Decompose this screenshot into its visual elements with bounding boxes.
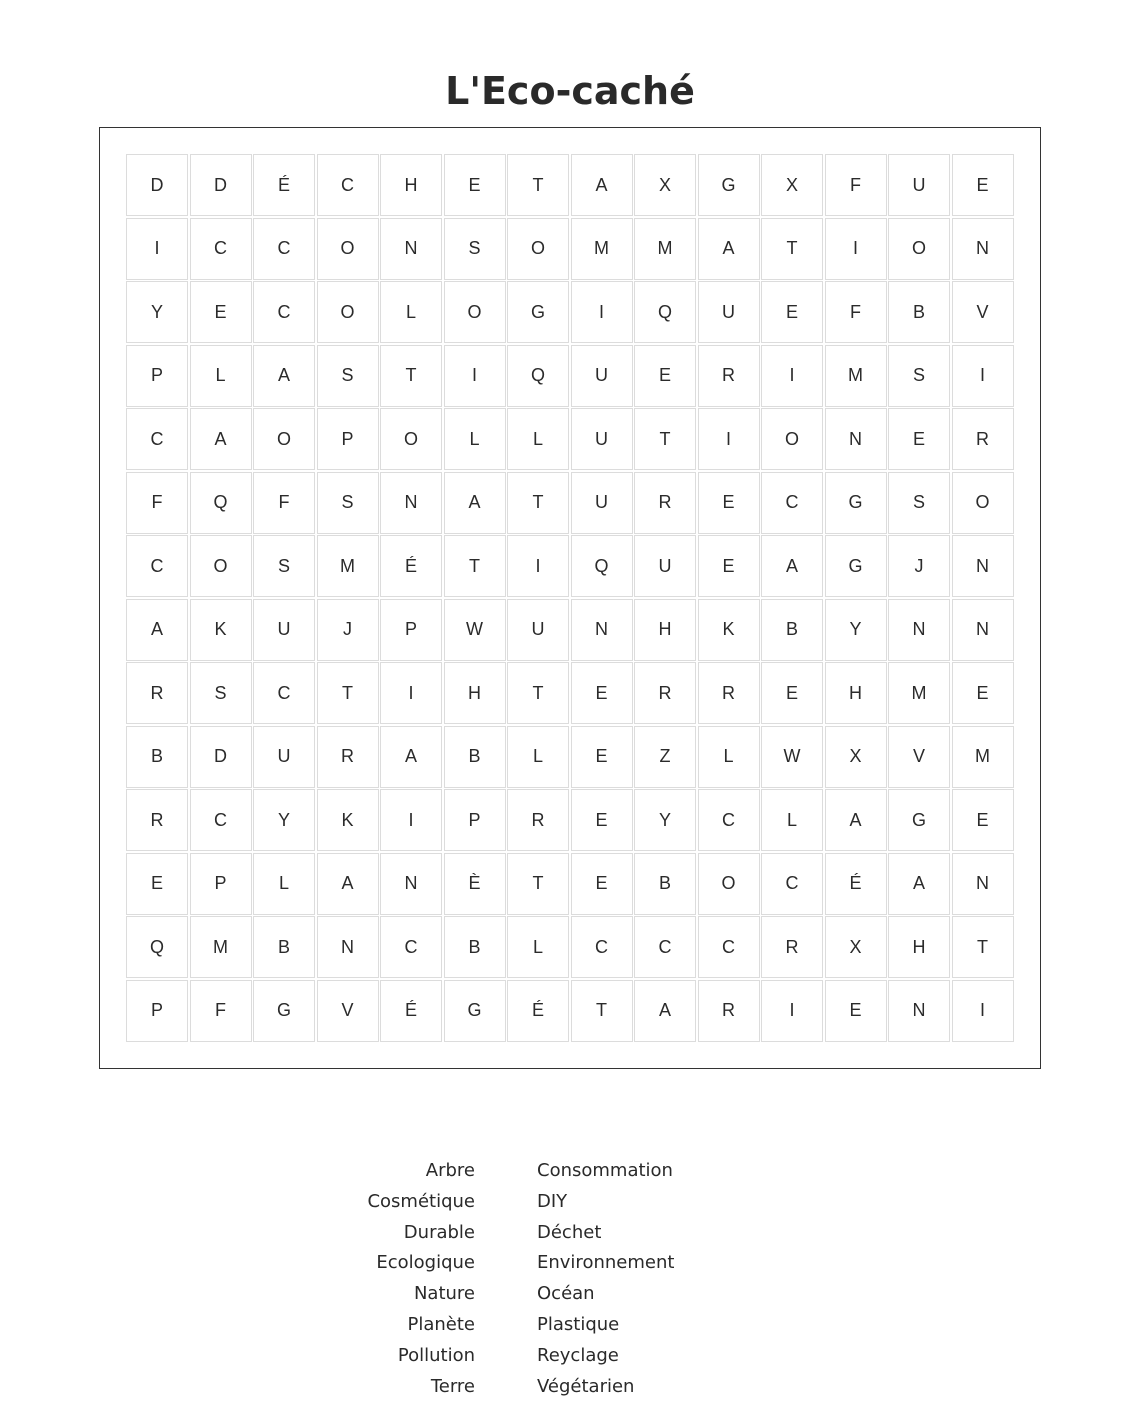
grid-cell[interactable]: E bbox=[952, 789, 1014, 851]
grid-cell[interactable]: X bbox=[825, 916, 887, 978]
grid-cell[interactable]: Q bbox=[190, 472, 252, 534]
word-list-item: Reyclage bbox=[537, 1344, 619, 1366]
grid-cell[interactable]: D bbox=[190, 726, 252, 788]
grid-cell[interactable]: É bbox=[253, 154, 315, 216]
grid-cell[interactable]: A bbox=[444, 472, 506, 534]
grid-cell[interactable]: N bbox=[380, 218, 442, 280]
grid-cell[interactable]: Y bbox=[253, 789, 315, 851]
grid-cell[interactable]: G bbox=[888, 789, 950, 851]
grid-cell[interactable]: I bbox=[126, 218, 188, 280]
grid-cell[interactable]: C bbox=[253, 281, 315, 343]
grid-cell[interactable]: N bbox=[888, 599, 950, 661]
grid-cell[interactable]: E bbox=[634, 345, 696, 407]
grid-cell[interactable]: T bbox=[507, 662, 569, 724]
grid-cell[interactable]: G bbox=[825, 472, 887, 534]
grid-cell[interactable]: A bbox=[253, 345, 315, 407]
grid-cell[interactable]: P bbox=[317, 408, 379, 470]
grid-cell[interactable]: R bbox=[126, 662, 188, 724]
word-list-item: Consommation bbox=[537, 1160, 673, 1181]
grid-cell[interactable]: A bbox=[126, 599, 188, 661]
grid-cell[interactable]: N bbox=[571, 599, 633, 661]
grid-cell[interactable]: N bbox=[317, 916, 379, 978]
grid-cell[interactable]: I bbox=[761, 345, 823, 407]
grid-cell[interactable]: N bbox=[380, 472, 442, 534]
grid-cell[interactable]: C bbox=[634, 916, 696, 978]
grid-cell[interactable]: N bbox=[952, 853, 1014, 915]
word-list-item: Océan bbox=[537, 1283, 595, 1305]
grid-cell[interactable]: V bbox=[952, 281, 1014, 343]
grid-cell[interactable]: A bbox=[571, 154, 633, 216]
grid-cell[interactable]: N bbox=[952, 599, 1014, 661]
grid-cell[interactable]: E bbox=[571, 726, 633, 788]
grid-cell[interactable]: C bbox=[253, 662, 315, 724]
grid-cell[interactable]: E bbox=[571, 662, 633, 724]
grid-cell[interactable]: A bbox=[634, 980, 696, 1042]
grid-cell[interactable]: I bbox=[698, 408, 760, 470]
grid-cell[interactable]: F bbox=[825, 281, 887, 343]
grid-cell[interactable]: M bbox=[634, 218, 696, 280]
grid-cell[interactable]: S bbox=[888, 472, 950, 534]
grid-cell[interactable]: A bbox=[190, 408, 252, 470]
grid-cell[interactable]: P bbox=[190, 853, 252, 915]
word-list-item: Plastique bbox=[537, 1313, 620, 1335]
grid-cell[interactable]: O bbox=[317, 218, 379, 280]
grid-cell[interactable]: L bbox=[698, 726, 760, 788]
grid-cell[interactable]: M bbox=[317, 535, 379, 597]
grid-cell[interactable]: L bbox=[761, 789, 823, 851]
grid-cell[interactable]: U bbox=[253, 726, 315, 788]
grid-cell[interactable]: P bbox=[126, 345, 188, 407]
grid-cell[interactable]: R bbox=[952, 408, 1014, 470]
grid-cell[interactable]: É bbox=[825, 853, 887, 915]
grid-cell[interactable]: É bbox=[380, 980, 442, 1042]
grid-cell[interactable]: K bbox=[698, 599, 760, 661]
grid-cell[interactable]: U bbox=[634, 535, 696, 597]
grid-cell[interactable]: É bbox=[380, 535, 442, 597]
word-list-item: Pollution bbox=[397, 1344, 475, 1366]
grid-cell[interactable]: Q bbox=[571, 535, 633, 597]
grid-cell[interactable]: G bbox=[253, 980, 315, 1042]
grid-cell[interactable]: I bbox=[571, 281, 633, 343]
grid-cell[interactable]: T bbox=[507, 853, 569, 915]
word-list-item: Cosmétique bbox=[367, 1190, 475, 1212]
grid-cell[interactable]: F bbox=[825, 154, 887, 216]
grid-cell[interactable]: I bbox=[507, 535, 569, 597]
grid-cell[interactable]: E bbox=[761, 281, 823, 343]
grid-cell[interactable]: N bbox=[825, 408, 887, 470]
grid-cell[interactable]: T bbox=[634, 408, 696, 470]
grid-cell[interactable]: E bbox=[571, 789, 633, 851]
grid-cell[interactable]: R bbox=[698, 662, 760, 724]
grid-cell[interactable]: M bbox=[888, 662, 950, 724]
grid-cell[interactable]: Y bbox=[825, 599, 887, 661]
grid-cell[interactable]: R bbox=[317, 726, 379, 788]
grid-cell[interactable]: J bbox=[888, 535, 950, 597]
grid-cell[interactable]: C bbox=[761, 472, 823, 534]
grid-cell[interactable]: I bbox=[444, 345, 506, 407]
grid-cell[interactable]: W bbox=[444, 599, 506, 661]
grid-cell[interactable]: R bbox=[698, 980, 760, 1042]
grid-cell[interactable]: G bbox=[698, 154, 760, 216]
grid-cell[interactable]: O bbox=[380, 408, 442, 470]
grid-cell[interactable]: U bbox=[571, 472, 633, 534]
word-list-item: Ecologique bbox=[376, 1252, 475, 1274]
grid-cell[interactable]: E bbox=[761, 662, 823, 724]
grid-cell[interactable]: O bbox=[761, 408, 823, 470]
grid-cell[interactable]: L bbox=[507, 726, 569, 788]
letter-grid bbox=[126, 154, 1015, 1043]
grid-cell[interactable]: U bbox=[507, 599, 569, 661]
grid-cell[interactable]: M bbox=[571, 218, 633, 280]
grid-cell[interactable]: O bbox=[507, 218, 569, 280]
grid-cell[interactable]: R bbox=[507, 789, 569, 851]
grid-cell[interactable]: È bbox=[444, 853, 506, 915]
grid-cell[interactable]: T bbox=[952, 916, 1014, 978]
grid-cell[interactable]: O bbox=[190, 535, 252, 597]
grid-cell[interactable]: B bbox=[888, 281, 950, 343]
grid-cell[interactable]: H bbox=[888, 916, 950, 978]
grid-cell[interactable]: I bbox=[761, 980, 823, 1042]
grid-cell[interactable]: C bbox=[698, 916, 760, 978]
grid-cell[interactable]: O bbox=[888, 218, 950, 280]
grid-cell[interactable]: B bbox=[126, 726, 188, 788]
grid-cell[interactable]: H bbox=[444, 662, 506, 724]
page-title: L'Eco-caché bbox=[445, 69, 695, 113]
grid-cell[interactable]: L bbox=[444, 408, 506, 470]
grid-cell[interactable]: L bbox=[253, 853, 315, 915]
grid-cell[interactable]: Q bbox=[634, 281, 696, 343]
grid-cell[interactable]: O bbox=[444, 281, 506, 343]
grid-cell[interactable]: F bbox=[126, 472, 188, 534]
grid-cell[interactable]: O bbox=[698, 853, 760, 915]
word-list-item: Durable bbox=[403, 1221, 475, 1243]
grid-cell[interactable]: E bbox=[190, 281, 252, 343]
grid-cell[interactable]: L bbox=[507, 916, 569, 978]
grid-cell[interactable]: P bbox=[444, 789, 506, 851]
grid-cell[interactable]: A bbox=[761, 535, 823, 597]
grid-cell[interactable]: S bbox=[317, 472, 379, 534]
grid-cell[interactable]: B bbox=[761, 599, 823, 661]
grid-cell[interactable]: E bbox=[888, 408, 950, 470]
grid-cell[interactable]: B bbox=[444, 916, 506, 978]
grid-cell[interactable]: E bbox=[571, 853, 633, 915]
grid-cell[interactable]: Z bbox=[634, 726, 696, 788]
grid-cell[interactable]: D bbox=[126, 154, 188, 216]
grid-cell[interactable]: G bbox=[825, 535, 887, 597]
grid-cell[interactable]: R bbox=[698, 345, 760, 407]
word-list-item: Arbre bbox=[425, 1160, 475, 1181]
grid-cell[interactable]: B bbox=[253, 916, 315, 978]
grid-cell[interactable]: R bbox=[761, 916, 823, 978]
grid-cell[interactable]: X bbox=[825, 726, 887, 788]
grid-cell[interactable]: C bbox=[571, 916, 633, 978]
grid-cell[interactable]: B bbox=[634, 853, 696, 915]
word-list-item: Terre bbox=[430, 1375, 475, 1397]
grid-cell[interactable]: G bbox=[507, 281, 569, 343]
grid-cell[interactable]: K bbox=[317, 789, 379, 851]
grid-cell[interactable]: A bbox=[825, 789, 887, 851]
grid-cell[interactable]: C bbox=[317, 154, 379, 216]
grid-cell[interactable]: S bbox=[888, 345, 950, 407]
puzzle-board bbox=[99, 127, 1041, 1069]
grid-cell[interactable]: N bbox=[952, 535, 1014, 597]
grid-cell[interactable]: A bbox=[888, 853, 950, 915]
word-list-item: Planète bbox=[407, 1313, 475, 1335]
word-list-right-column bbox=[537, 1156, 674, 1402]
grid-cell[interactable]: T bbox=[317, 662, 379, 724]
word-list-item: Nature bbox=[413, 1283, 475, 1305]
word-list-item: DIY bbox=[537, 1190, 568, 1212]
grid-cell[interactable]: I bbox=[380, 789, 442, 851]
grid-cell[interactable]: H bbox=[380, 154, 442, 216]
grid-cell[interactable]: I bbox=[825, 218, 887, 280]
grid-cell[interactable]: L bbox=[190, 345, 252, 407]
grid-cell[interactable]: P bbox=[380, 599, 442, 661]
grid-cell[interactable]: T bbox=[761, 218, 823, 280]
word-list-left-column bbox=[367, 1156, 475, 1402]
grid-cell[interactable]: N bbox=[952, 218, 1014, 280]
grid-cell[interactable]: V bbox=[317, 980, 379, 1042]
grid-cell[interactable]: C bbox=[190, 789, 252, 851]
grid-cell[interactable]: N bbox=[888, 980, 950, 1042]
grid-cell[interactable]: L bbox=[380, 281, 442, 343]
grid-cell[interactable]: E bbox=[825, 980, 887, 1042]
grid-cell[interactable]: É bbox=[507, 980, 569, 1042]
grid-cell[interactable]: K bbox=[190, 599, 252, 661]
grid-cell[interactable]: E bbox=[952, 154, 1014, 216]
grid-cell[interactable]: I bbox=[952, 345, 1014, 407]
grid-cell[interactable]: L bbox=[507, 408, 569, 470]
grid-cell[interactable]: S bbox=[317, 345, 379, 407]
grid-cell[interactable]: S bbox=[190, 662, 252, 724]
grid-cell[interactable]: M bbox=[190, 916, 252, 978]
grid-cell[interactable]: U bbox=[698, 281, 760, 343]
grid-cell[interactable]: Y bbox=[634, 789, 696, 851]
grid-cell[interactable]: Q bbox=[126, 916, 188, 978]
grid-cell[interactable]: U bbox=[253, 599, 315, 661]
grid-cell[interactable]: C bbox=[253, 218, 315, 280]
grid-cell[interactable]: E bbox=[444, 154, 506, 216]
grid-cell[interactable]: O bbox=[952, 472, 1014, 534]
grid-cell[interactable]: E bbox=[126, 853, 188, 915]
grid-cell[interactable]: C bbox=[698, 789, 760, 851]
grid-cell[interactable]: M bbox=[952, 726, 1014, 788]
grid-cell[interactable]: R bbox=[634, 472, 696, 534]
word-list-item: Déchet bbox=[537, 1221, 602, 1243]
grid-cell[interactable]: T bbox=[380, 345, 442, 407]
grid-cell[interactable]: S bbox=[444, 218, 506, 280]
grid-cell[interactable]: C bbox=[126, 408, 188, 470]
grid-cell[interactable]: C bbox=[380, 916, 442, 978]
grid-cell[interactable]: O bbox=[253, 408, 315, 470]
grid-cell[interactable]: Q bbox=[507, 345, 569, 407]
grid-cell[interactable]: T bbox=[507, 472, 569, 534]
grid-cell[interactable]: O bbox=[317, 281, 379, 343]
grid-cell[interactable]: T bbox=[507, 154, 569, 216]
grid-cell[interactable]: T bbox=[571, 980, 633, 1042]
grid-cell[interactable]: T bbox=[444, 535, 506, 597]
grid-cell[interactable]: C bbox=[190, 218, 252, 280]
grid-cell[interactable]: R bbox=[126, 789, 188, 851]
grid-cell[interactable]: D bbox=[190, 154, 252, 216]
grid-cell[interactable]: E bbox=[698, 535, 760, 597]
grid-cell[interactable]: V bbox=[888, 726, 950, 788]
grid-cell[interactable]: R bbox=[634, 662, 696, 724]
grid-cell[interactable]: X bbox=[761, 154, 823, 216]
grid-cell[interactable]: F bbox=[253, 472, 315, 534]
grid-cell[interactable]: M bbox=[825, 345, 887, 407]
grid-cell[interactable]: H bbox=[634, 599, 696, 661]
grid-cell[interactable]: A bbox=[317, 853, 379, 915]
word-list-item: Environnement bbox=[537, 1252, 675, 1274]
grid-cell[interactable]: I bbox=[380, 662, 442, 724]
grid-cell[interactable]: C bbox=[761, 853, 823, 915]
grid-cell[interactable]: Y bbox=[126, 281, 188, 343]
word-list-item: Végétarien bbox=[537, 1375, 635, 1397]
grid-cell[interactable]: I bbox=[952, 980, 1014, 1042]
grid-cell[interactable]: G bbox=[444, 980, 506, 1042]
grid-cell[interactable]: U bbox=[571, 345, 633, 407]
grid-cell[interactable]: X bbox=[634, 154, 696, 216]
grid-cell[interactable]: B bbox=[444, 726, 506, 788]
grid-cell[interactable]: H bbox=[825, 662, 887, 724]
grid-cell[interactable]: S bbox=[253, 535, 315, 597]
grid-cell[interactable]: W bbox=[761, 726, 823, 788]
grid-cell[interactable]: A bbox=[380, 726, 442, 788]
grid-cell[interactable]: U bbox=[571, 408, 633, 470]
grid-cell[interactable]: J bbox=[317, 599, 379, 661]
grid-cell[interactable]: F bbox=[190, 980, 252, 1042]
grid-cell[interactable]: E bbox=[698, 472, 760, 534]
grid-cell[interactable]: P bbox=[126, 980, 188, 1042]
grid-cell[interactable]: A bbox=[698, 218, 760, 280]
grid-cell[interactable]: E bbox=[952, 662, 1014, 724]
grid-cell[interactable]: N bbox=[380, 853, 442, 915]
grid-cell[interactable]: U bbox=[888, 154, 950, 216]
grid-cell[interactable]: C bbox=[126, 535, 188, 597]
